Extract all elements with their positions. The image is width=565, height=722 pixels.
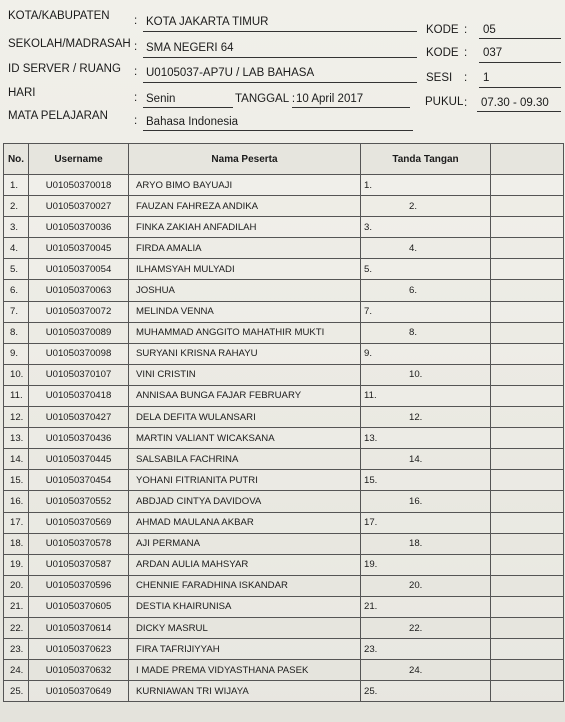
blank-cell	[491, 322, 564, 343]
row-nama: AJI PERMANA	[129, 533, 361, 554]
row-nama: JOSHUA	[129, 280, 361, 301]
blank-cell	[491, 238, 564, 259]
row-nama: ARYO BIMO BAYUAJI	[129, 175, 361, 196]
signature-cell[interactable]	[361, 343, 491, 364]
table-row	[4, 322, 564, 343]
table-row	[4, 639, 564, 660]
signature-cell[interactable]	[361, 533, 491, 554]
table-row	[4, 681, 564, 702]
hari-label: HARI	[8, 87, 36, 99]
row-nama: MELINDA VENNA	[129, 301, 361, 322]
pukul-underline	[477, 111, 561, 112]
kode1-value: 05	[483, 24, 496, 36]
table-row	[4, 259, 564, 280]
blank-cell	[491, 449, 564, 470]
colon: :	[134, 115, 138, 127]
signature-cell[interactable]	[361, 364, 491, 385]
signature-cell[interactable]	[361, 428, 491, 449]
table-row	[4, 491, 564, 512]
blank-cell	[491, 280, 564, 301]
row-no: 14.	[4, 449, 29, 470]
sekolah-label: SEKOLAH/MADRASAH	[8, 38, 131, 50]
row-username: U01050370045	[29, 238, 129, 259]
signature-cell[interactable]	[361, 407, 491, 428]
signature-number: 14.	[409, 453, 423, 465]
row-no: 8.	[4, 322, 29, 343]
signature-number: 12.	[409, 411, 423, 423]
row-username: U01050370569	[29, 512, 129, 533]
table-row	[4, 175, 564, 196]
row-no: 2.	[4, 196, 29, 217]
row-no: 19.	[4, 554, 29, 575]
signature-number: 1.	[364, 179, 373, 191]
signature-number: 9.	[364, 348, 373, 360]
signature-number: 19.	[364, 559, 378, 571]
table-row	[4, 238, 564, 259]
signature-number: 17.	[364, 517, 378, 529]
table-row	[4, 533, 564, 554]
row-no: 5.	[4, 259, 29, 280]
kode1-label: KODE	[426, 24, 459, 36]
row-nama: DELA DEFITA WULANSARI	[129, 407, 361, 428]
col-header-nama: Nama Peserta	[129, 144, 361, 175]
blank-cell	[491, 596, 564, 617]
kota-value: KOTA JAKARTA TIMUR	[146, 16, 269, 28]
signature-number: 15.	[364, 474, 378, 486]
signature-number: 23.	[364, 643, 378, 655]
mapel-label: MATA PELAJARAN	[8, 110, 108, 122]
blank-cell	[491, 407, 564, 428]
pukul-label: PUKUL	[425, 96, 464, 108]
row-nama: AHMAD MAULANA AKBAR	[129, 512, 361, 533]
sekolah-underline	[143, 57, 417, 58]
blank-cell	[491, 196, 564, 217]
table-row	[4, 512, 564, 533]
row-nama: SURYANI KRISNA RAHAYU	[129, 343, 361, 364]
signature-cell[interactable]	[361, 554, 491, 575]
row-nama: DICKY MASRUL	[129, 617, 361, 638]
exam-header	[0, 0, 565, 140]
row-nama: MARTIN VALIANT WICAKSANA	[129, 428, 361, 449]
sesi-underline	[479, 87, 561, 88]
signature-number: 22.	[409, 622, 423, 634]
row-no: 9.	[4, 343, 29, 364]
tanggal-underline	[292, 107, 410, 108]
row-username: U01050370587	[29, 554, 129, 575]
row-no: 21.	[4, 596, 29, 617]
tanggal-label: TANGGAL :	[235, 93, 296, 105]
sekolah-value: SMA NEGERI 64	[146, 42, 234, 54]
row-no: 6.	[4, 280, 29, 301]
row-no: 7.	[4, 301, 29, 322]
row-no: 17.	[4, 512, 29, 533]
server-value: U0105037-AP7U / LAB BAHASA	[146, 67, 315, 79]
signature-cell[interactable]	[361, 259, 491, 280]
signature-number: 24.	[409, 664, 423, 676]
signature-number: 6.	[409, 285, 418, 297]
col-header-ttd: Tanda Tangan	[361, 144, 491, 175]
signature-number: 5.	[364, 263, 373, 275]
signature-cell[interactable]	[361, 175, 491, 196]
row-nama: I MADE PREMA VIDYASTHANA PASEK	[129, 660, 361, 681]
blank-cell	[491, 428, 564, 449]
row-nama: ABDJAD CINTYA DAVIDOVA	[129, 491, 361, 512]
tanggal-value: 10 April 2017	[296, 93, 364, 105]
signature-cell[interactable]	[361, 238, 491, 259]
row-no: 23.	[4, 639, 29, 660]
signature-number: 7.	[364, 306, 373, 318]
row-nama: MUHAMMAD ANGGITO MAHATHIR MUKTI	[129, 322, 361, 343]
row-no: 12.	[4, 407, 29, 428]
row-no: 1.	[4, 175, 29, 196]
blank-cell	[491, 491, 564, 512]
blank-cell	[491, 301, 564, 322]
table-row	[4, 407, 564, 428]
row-username: U01050370054	[29, 259, 129, 280]
blank-cell	[491, 512, 564, 533]
row-username: U01050370036	[29, 217, 129, 238]
row-username: U01050370623	[29, 639, 129, 660]
signature-cell[interactable]	[361, 491, 491, 512]
blank-cell	[491, 554, 564, 575]
signature-cell[interactable]	[361, 322, 491, 343]
blank-cell	[491, 175, 564, 196]
signature-cell[interactable]	[361, 280, 491, 301]
row-nama: KURNIAWAN TRI WIJAYA	[129, 681, 361, 702]
signature-number: 18.	[409, 538, 423, 550]
blank-cell	[491, 533, 564, 554]
row-no: 22.	[4, 617, 29, 638]
pukul-value: 07.30 - 09.30	[481, 97, 549, 109]
row-username: U01050370436	[29, 428, 129, 449]
signature-cell[interactable]	[361, 596, 491, 617]
blank-cell	[491, 343, 564, 364]
row-no: 10.	[4, 364, 29, 385]
signature-cell[interactable]	[361, 617, 491, 638]
table-row	[4, 385, 564, 406]
table-header-row	[4, 144, 564, 175]
table-row	[4, 280, 564, 301]
colon: :	[134, 66, 138, 78]
row-username: U01050370649	[29, 681, 129, 702]
row-username: U01050370107	[29, 364, 129, 385]
row-username: U01050370072	[29, 301, 129, 322]
signature-number: 2.	[409, 200, 418, 212]
mapel-underline	[143, 130, 413, 131]
signature-number: 20.	[409, 580, 423, 592]
row-username: U01050370018	[29, 175, 129, 196]
signature-number: 8.	[409, 327, 418, 339]
row-username: U01050370605	[29, 596, 129, 617]
signature-cell[interactable]	[361, 681, 491, 702]
table-row	[4, 217, 564, 238]
colon: :	[134, 41, 138, 53]
row-no: 18.	[4, 533, 29, 554]
row-nama: FAUZAN FAHREZA ANDIKA	[129, 196, 361, 217]
signature-number: 13.	[364, 432, 378, 444]
row-username: U01050370418	[29, 385, 129, 406]
sesi-label: SESI	[426, 72, 453, 84]
row-username: U01050370027	[29, 196, 129, 217]
kode2-underline	[479, 62, 561, 63]
row-no: 20.	[4, 575, 29, 596]
table-row	[4, 596, 564, 617]
blank-cell	[491, 660, 564, 681]
row-username: U01050370596	[29, 575, 129, 596]
row-nama: FIRDA AMALIA	[129, 238, 361, 259]
row-nama: VINI CRISTIN	[129, 364, 361, 385]
row-nama: ILHAMSYAH MULYADI	[129, 259, 361, 280]
row-username: U01050370063	[29, 280, 129, 301]
signature-number: 11.	[364, 390, 377, 402]
signature-cell[interactable]	[361, 660, 491, 681]
table-row	[4, 428, 564, 449]
signature-cell[interactable]	[361, 385, 491, 406]
signature-cell[interactable]	[361, 217, 491, 238]
row-nama: ARDAN AULIA MAHSYAR	[129, 554, 361, 575]
colon: :	[464, 72, 468, 84]
kode2-label: KODE	[426, 47, 459, 59]
table-row	[4, 301, 564, 322]
signature-cell[interactable]	[361, 575, 491, 596]
row-no: 11.	[4, 385, 29, 406]
blank-cell	[491, 364, 564, 385]
row-username: U01050370089	[29, 322, 129, 343]
hari-value: Senin	[146, 93, 176, 105]
col-header-blank	[491, 144, 564, 175]
colon: :	[464, 47, 468, 59]
table-row	[4, 617, 564, 638]
sesi-value: 1	[483, 72, 490, 84]
table-row	[4, 575, 564, 596]
blank-cell	[491, 385, 564, 406]
table-row	[4, 196, 564, 217]
row-nama: DESTIA KHAIRUNISA	[129, 596, 361, 617]
signature-cell[interactable]	[361, 470, 491, 491]
signature-number: 25.	[364, 685, 378, 697]
table-body	[4, 175, 564, 702]
row-nama: YOHANI FITRIANITA PUTRI	[129, 470, 361, 491]
row-no: 15.	[4, 470, 29, 491]
signature-cell[interactable]	[361, 196, 491, 217]
row-username: U01050370552	[29, 491, 129, 512]
signature-number: 4.	[409, 242, 418, 254]
colon: :	[464, 97, 468, 109]
signature-number: 10.	[409, 369, 423, 381]
table-row	[4, 343, 564, 364]
hari-underline	[143, 107, 233, 108]
kode1-underline	[479, 38, 561, 39]
server-underline	[143, 82, 417, 83]
row-username: U01050370427	[29, 407, 129, 428]
table-row	[4, 660, 564, 681]
row-username: U01050370454	[29, 470, 129, 491]
colon: :	[134, 15, 138, 27]
kode2-value: 037	[483, 47, 503, 59]
colon: :	[464, 24, 468, 36]
table-row	[4, 364, 564, 385]
row-no: 24.	[4, 660, 29, 681]
row-no: 4.	[4, 238, 29, 259]
blank-cell	[491, 639, 564, 660]
signature-cell[interactable]	[361, 449, 491, 470]
row-no: 13.	[4, 428, 29, 449]
row-nama: ANNISAA BUNGA FAJAR FEBRUARY	[129, 385, 361, 406]
row-nama: CHENNIE FARADHINA ISKANDAR	[129, 575, 361, 596]
row-nama: FIRA TAFRIJIYYAH	[129, 639, 361, 660]
signature-cell[interactable]	[361, 301, 491, 322]
table-row	[4, 449, 564, 470]
table-row	[4, 470, 564, 491]
blank-cell	[491, 575, 564, 596]
mapel-value: Bahasa Indonesia	[146, 116, 239, 128]
blank-cell	[491, 681, 564, 702]
kota-underline	[143, 31, 417, 32]
table-row	[4, 554, 564, 575]
row-no: 16.	[4, 491, 29, 512]
row-username: U01050370445	[29, 449, 129, 470]
row-username: U01050370614	[29, 617, 129, 638]
colon: :	[134, 92, 138, 104]
signature-number: 21.	[364, 601, 378, 613]
signature-cell[interactable]	[361, 639, 491, 660]
blank-cell	[491, 617, 564, 638]
signature-number: 3.	[364, 221, 373, 233]
signature-number: 16.	[409, 495, 423, 507]
col-header-username: Username	[29, 144, 129, 175]
row-username: U01050370632	[29, 660, 129, 681]
row-username: U01050370578	[29, 533, 129, 554]
col-header-no: No.	[4, 144, 29, 175]
blank-cell	[491, 470, 564, 491]
server-label: ID SERVER / RUANG	[8, 63, 121, 75]
row-nama: FINKA ZAKIAH ANFADILAH	[129, 217, 361, 238]
attendance-table	[3, 143, 564, 702]
row-no: 3.	[4, 217, 29, 238]
kota-label: KOTA/KABUPATEN	[8, 10, 110, 22]
row-nama: SALSABILA FACHRINA	[129, 449, 361, 470]
row-no: 25.	[4, 681, 29, 702]
blank-cell	[491, 259, 564, 280]
row-username: U01050370098	[29, 343, 129, 364]
blank-cell	[491, 217, 564, 238]
signature-cell[interactable]	[361, 512, 491, 533]
